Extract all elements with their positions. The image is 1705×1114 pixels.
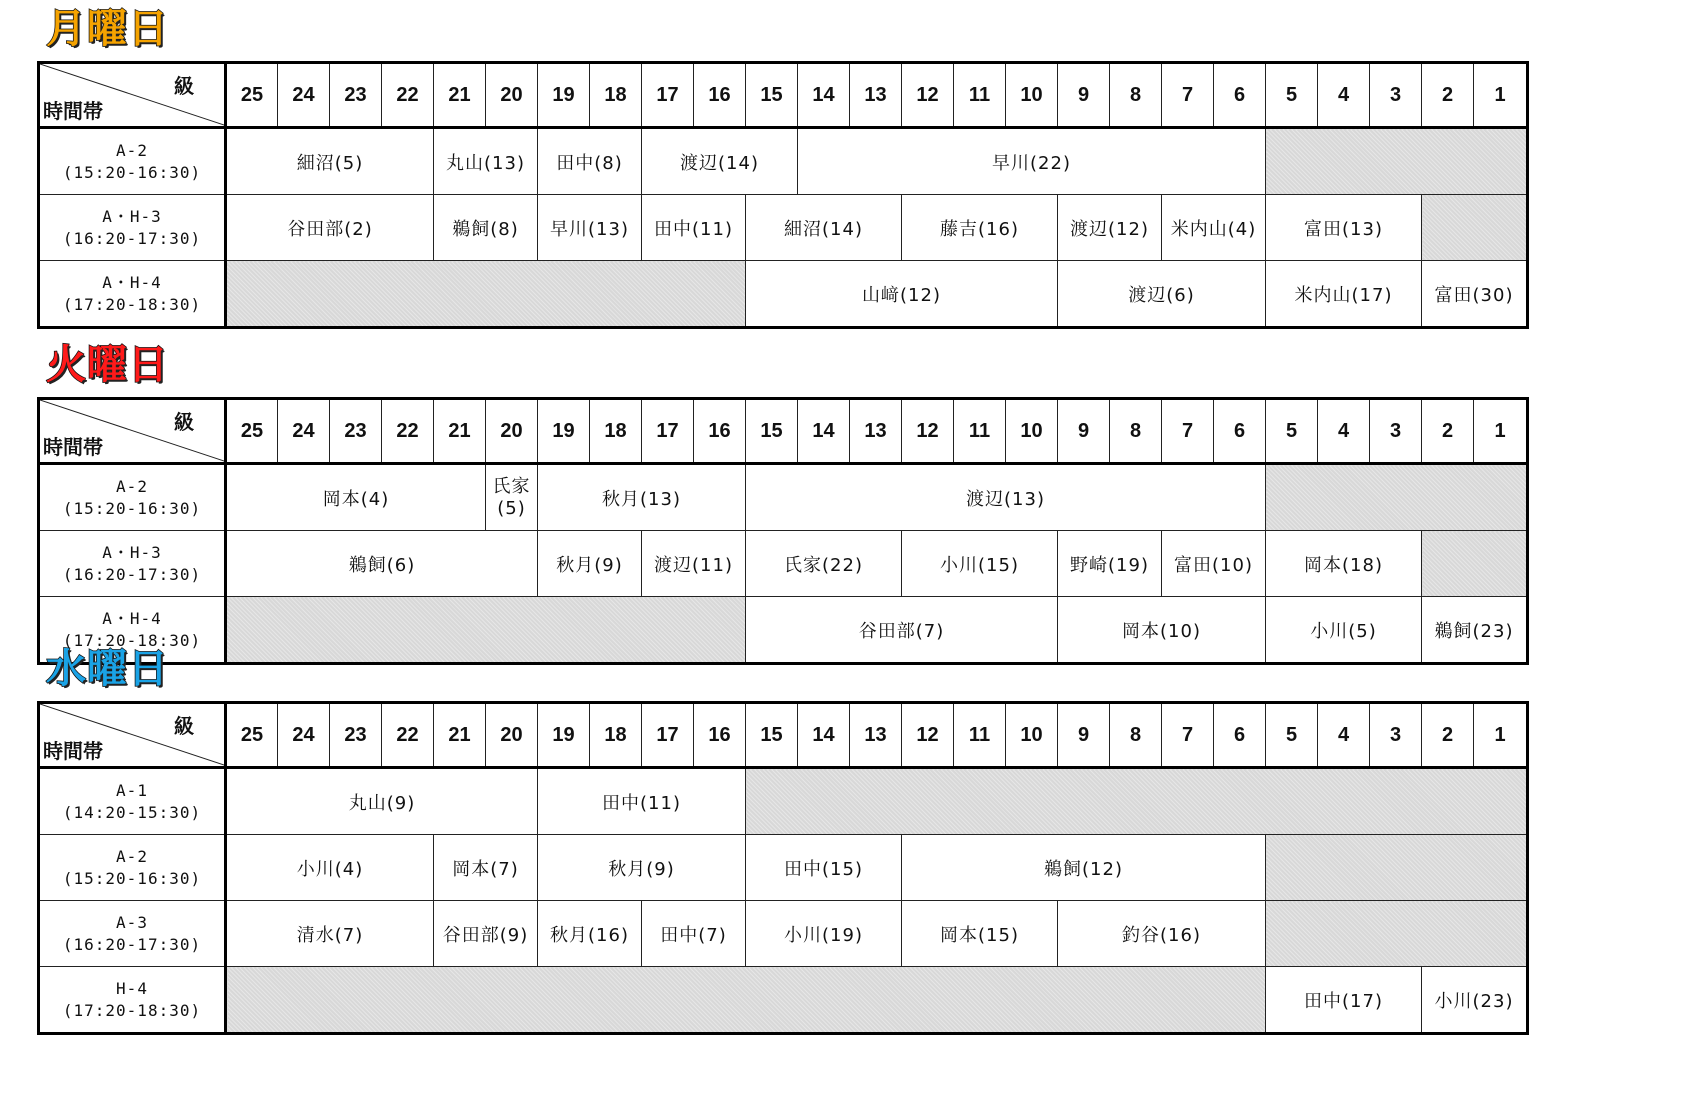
grade-axis-label: 級 (174, 76, 194, 98)
instructor-cell: 小川(19) (746, 901, 902, 967)
grade-header-cell: 24 (278, 63, 330, 128)
grade-header-cell: 17 (642, 399, 694, 464)
instructor-cell: 谷田部(7) (746, 597, 1058, 664)
unavailable-cell (746, 768, 1528, 835)
grade-header-cell: 7 (1162, 703, 1214, 768)
grade-header-cell: 9 (1058, 399, 1110, 464)
timeslot-time: (16:20-17:30) (62, 934, 202, 954)
grade-header-cell: 25 (226, 703, 278, 768)
instructor-cell: 岡本(4) (226, 464, 486, 531)
grade-header-cell: 9 (1058, 63, 1110, 128)
time-axis-label: 時間帯 (43, 741, 103, 763)
instructor-cell: 山﨑(12) (746, 261, 1058, 328)
grade-header-cell: 19 (538, 703, 590, 768)
grade-header-cell: 2 (1422, 399, 1474, 464)
instructor-cell: 清水(7) (226, 901, 434, 967)
timeslot-class: A・H-3 (102, 206, 162, 226)
grade-header-cell: 14 (798, 399, 850, 464)
grade-header-cell: 12 (902, 399, 954, 464)
grade-header-cell: 6 (1214, 399, 1266, 464)
timeslot-row (39, 967, 1528, 1034)
grade-header-cell: 10 (1006, 703, 1058, 768)
day-title: 水曜日 (46, 646, 169, 692)
unavailable-cell (1266, 128, 1528, 195)
instructor-cell: 渡辺(12) (1058, 195, 1162, 261)
instructor-cell: 氏家(22) (746, 531, 902, 597)
time-axis-label: 時間帯 (43, 101, 103, 123)
instructor-cell: 丸山(9) (226, 768, 538, 835)
instructor-cell: 鵜飼(6) (226, 531, 538, 597)
timeslot-class: A-1 (116, 780, 148, 800)
schedule-table (37, 701, 1529, 1035)
grade-header-row (39, 63, 1528, 128)
grade-axis-label: 級 (174, 716, 194, 738)
timeslot-time: (15:20-16:30) (62, 162, 202, 182)
grade-header-cell: 13 (850, 63, 902, 128)
grade-header-cell: 20 (486, 399, 538, 464)
timeslot-class: A-3 (116, 912, 148, 932)
grade-header-cell: 16 (694, 63, 746, 128)
unavailable-cell (226, 967, 1266, 1034)
instructor-cell: 丸山(13) (434, 128, 538, 195)
instructor-cell: 秋月(13) (538, 464, 746, 531)
instructor-cell: 早川(13) (538, 195, 642, 261)
timeslot-row (39, 128, 1528, 195)
day-title: 月曜日 (46, 6, 169, 52)
grade-header-cell: 13 (850, 703, 902, 768)
grade-header-cell: 6 (1214, 63, 1266, 128)
instructor-cell: 岡本(7) (434, 835, 538, 901)
grade-header-cell: 5 (1266, 703, 1318, 768)
grade-header-cell: 4 (1318, 399, 1370, 464)
timeslot-cell (39, 967, 226, 1034)
instructor-cell: 富田(13) (1266, 195, 1422, 261)
grade-header-cell: 7 (1162, 399, 1214, 464)
grade-header-cell: 1 (1474, 399, 1528, 464)
grade-header-cell: 19 (538, 63, 590, 128)
timeslot-time: (15:20-16:30) (62, 498, 202, 518)
instructor-cell: 鵜飼(12) (902, 835, 1266, 901)
timeslot-time: (14:20-15:30) (62, 802, 202, 822)
grade-header-cell: 23 (330, 399, 382, 464)
instructor-cell: 岡本(15) (902, 901, 1058, 967)
grade-header-cell: 16 (694, 703, 746, 768)
grade-header-cell: 13 (850, 399, 902, 464)
grade-header-cell: 15 (746, 703, 798, 768)
instructor-cell: 渡辺(6) (1058, 261, 1266, 328)
instructor-cell: 田中(7) (642, 901, 746, 967)
instructor-cell: 岡本(18) (1266, 531, 1422, 597)
grade-header-cell: 21 (434, 63, 486, 128)
schedule-table (37, 397, 1529, 665)
timeslot-row (39, 261, 1528, 328)
grade-header-cell: 17 (642, 703, 694, 768)
timeslot-row (39, 835, 1528, 901)
grade-header-cell: 11 (954, 399, 1006, 464)
grade-header-cell: 11 (954, 63, 1006, 128)
grade-header-cell: 5 (1266, 399, 1318, 464)
timeslot-class: A・H-4 (102, 272, 162, 292)
grade-header-cell: 1 (1474, 63, 1528, 128)
grade-header-cell: 25 (226, 63, 278, 128)
grade-header-cell: 22 (382, 399, 434, 464)
grade-header-cell: 15 (746, 63, 798, 128)
unavailable-cell (1266, 901, 1528, 967)
instructor-cell: 小川(15) (902, 531, 1058, 597)
grade-header-cell: 8 (1110, 399, 1162, 464)
instructor-cell: 田中(11) (538, 768, 746, 835)
grade-header-cell: 10 (1006, 63, 1058, 128)
instructor-cell: 富田(10) (1162, 531, 1266, 597)
grade-header-cell: 23 (330, 703, 382, 768)
grade-header-cell: 3 (1370, 703, 1422, 768)
instructor-cell: 谷田部(9) (434, 901, 538, 967)
header-corner-cell (39, 399, 226, 464)
grade-header-cell: 14 (798, 703, 850, 768)
instructor-cell: 秋月(16) (538, 901, 642, 967)
grade-header-cell: 7 (1162, 63, 1214, 128)
grade-header-cell: 10 (1006, 399, 1058, 464)
timeslot-class: A-2 (116, 846, 148, 866)
timeslot-row (39, 195, 1528, 261)
grade-header-cell: 20 (486, 63, 538, 128)
grade-header-cell: 8 (1110, 703, 1162, 768)
grade-header-cell: 24 (278, 703, 330, 768)
time-axis-label: 時間帯 (43, 437, 103, 459)
grade-header-cell: 18 (590, 63, 642, 128)
grade-header-cell: 4 (1318, 703, 1370, 768)
timeslot-row (39, 768, 1528, 835)
instructor-cell: 渡辺(14) (642, 128, 798, 195)
grade-header-cell: 23 (330, 63, 382, 128)
unavailable-cell (1266, 464, 1528, 531)
instructor-cell: 野崎(19) (1058, 531, 1162, 597)
instructor-cell: 谷田部(2) (226, 195, 434, 261)
grade-header-cell: 17 (642, 63, 694, 128)
timeslot-time: (17:20-18:30) (62, 1000, 202, 1020)
grade-header-cell: 4 (1318, 63, 1370, 128)
grade-header-cell: 6 (1214, 703, 1266, 768)
instructor-cell: 田中(15) (746, 835, 902, 901)
instructor-cell: 米内山(4) (1162, 195, 1266, 261)
instructor-cell: 小川(23) (1422, 967, 1528, 1034)
grade-header-cell: 3 (1370, 399, 1422, 464)
instructor-cell: 秋月(9) (538, 531, 642, 597)
grade-header-row (39, 399, 1528, 464)
timeslot-row (39, 901, 1528, 967)
timeslot-row (39, 464, 1528, 531)
instructor-cell: 渡辺(11) (642, 531, 746, 597)
timeslot-cell (39, 768, 226, 835)
instructor-cell: 細沼(14) (746, 195, 902, 261)
unavailable-cell (1422, 195, 1528, 261)
timeslot-cell (39, 464, 226, 531)
instructor-cell: 富田(30) (1422, 261, 1528, 328)
grade-header-cell: 22 (382, 703, 434, 768)
grade-header-cell: 8 (1110, 63, 1162, 128)
grade-axis-label: 級 (174, 412, 194, 434)
timeslot-class: A-2 (116, 140, 148, 160)
unavailable-cell (226, 261, 746, 328)
grade-header-cell: 15 (746, 399, 798, 464)
instructor-cell: 田中(11) (642, 195, 746, 261)
timeslot-class: A-2 (116, 476, 148, 496)
grade-header-row (39, 703, 1528, 768)
grade-header-cell: 21 (434, 399, 486, 464)
header-corner-cell (39, 63, 226, 128)
schedule-table (37, 61, 1529, 329)
unavailable-cell (226, 597, 746, 664)
instructor-cell: 早川(22) (798, 128, 1266, 195)
timeslot-cell (39, 261, 226, 328)
timeslot-cell (39, 901, 226, 967)
instructor-cell: 鵜飼(8) (434, 195, 538, 261)
grade-header-cell: 18 (590, 399, 642, 464)
instructor-cell: 藤吉(16) (902, 195, 1058, 261)
grade-header-cell: 11 (954, 703, 1006, 768)
instructor-cell: 米内山(17) (1266, 261, 1422, 328)
unavailable-cell (1422, 531, 1528, 597)
grade-header-cell: 18 (590, 703, 642, 768)
grade-header-cell: 14 (798, 63, 850, 128)
timeslot-time: (17:20-18:30) (62, 294, 202, 314)
instructor-cell: 細沼(5) (226, 128, 434, 195)
instructor-cell: 小川(5) (1266, 597, 1422, 664)
grade-header-cell: 12 (902, 703, 954, 768)
grade-header-cell: 22 (382, 63, 434, 128)
timeslot-time: (15:20-16:30) (62, 868, 202, 888)
instructor-cell: 岡本(10) (1058, 597, 1266, 664)
instructor-cell: 田中(8) (538, 128, 642, 195)
grade-header-cell: 16 (694, 399, 746, 464)
timeslot-cell (39, 835, 226, 901)
timeslot-cell (39, 531, 226, 597)
instructor-cell: 鵜飼(23) (1422, 597, 1528, 664)
grade-header-cell: 25 (226, 399, 278, 464)
grade-header-cell: 12 (902, 63, 954, 128)
instructor-cell: 氏家 (5) (486, 464, 538, 531)
timeslot-class: H-4 (116, 978, 148, 998)
timeslot-time: (16:20-17:30) (62, 228, 202, 248)
timeslot-class: A・H-4 (102, 608, 162, 628)
timeslot-class: A・H-3 (102, 542, 162, 562)
grade-header-cell: 2 (1422, 703, 1474, 768)
timeslot-row (39, 597, 1528, 664)
grade-header-cell: 2 (1422, 63, 1474, 128)
grade-header-cell: 24 (278, 399, 330, 464)
unavailable-cell (1266, 835, 1528, 901)
timeslot-time: (16:20-17:30) (62, 564, 202, 584)
timeslot-time: (17:20-18:30) (62, 630, 202, 650)
instructor-cell: 釣谷(16) (1058, 901, 1266, 967)
grade-header-cell: 5 (1266, 63, 1318, 128)
day-title: 火曜日 (46, 342, 169, 388)
timeslot-row (39, 531, 1528, 597)
instructor-cell: 田中(17) (1266, 967, 1422, 1034)
grade-header-cell: 1 (1474, 703, 1528, 768)
grade-header-cell: 3 (1370, 63, 1422, 128)
instructor-cell: 秋月(9) (538, 835, 746, 901)
instructor-cell: 渡辺(13) (746, 464, 1266, 531)
grade-header-cell: 20 (486, 703, 538, 768)
instructor-cell: 小川(4) (226, 835, 434, 901)
timeslot-cell (39, 128, 226, 195)
grade-header-cell: 21 (434, 703, 486, 768)
grade-header-cell: 19 (538, 399, 590, 464)
grade-header-cell: 9 (1058, 703, 1110, 768)
timeslot-cell (39, 195, 226, 261)
header-corner-cell (39, 703, 226, 768)
